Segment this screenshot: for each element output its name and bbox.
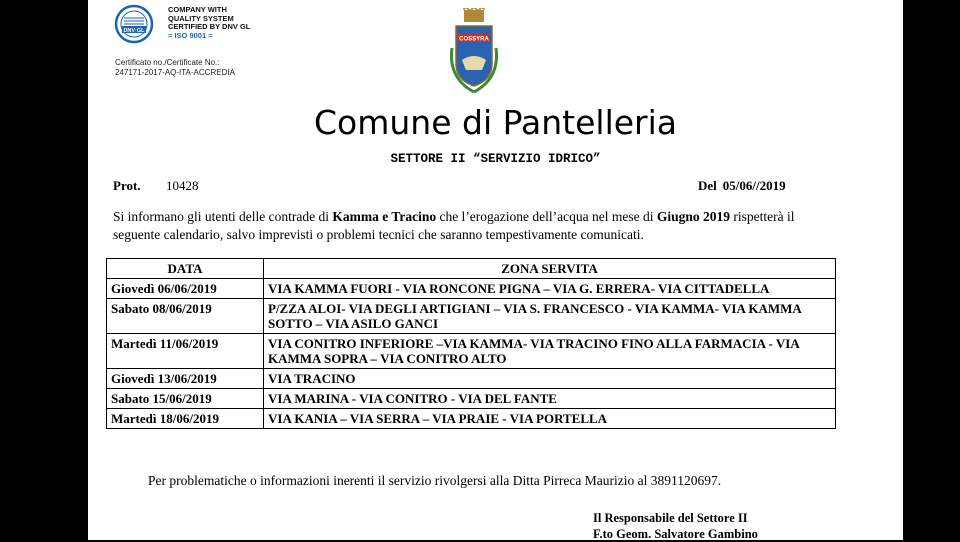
signature-title: Il Responsabile del Settore II — [593, 511, 748, 525]
row-date: Martedì 18/06/2019 — [107, 409, 264, 429]
date-value: 05/06//2019 — [722, 178, 786, 193]
table-row — [107, 409, 836, 429]
document-date — [698, 178, 786, 194]
prot-label: Prot. — [113, 178, 141, 193]
dnv-gl-certification-logo — [114, 4, 162, 44]
cert-no-label: Certificato no./Certificate No.: — [115, 58, 220, 67]
certificate-number — [115, 58, 235, 78]
table-row — [107, 279, 836, 299]
cert-line-2: QUALITY SYSTEM — [168, 13, 234, 23]
certification-text — [168, 6, 250, 40]
signature-name: F.to Geom. Salvatore Gambino — [593, 527, 758, 541]
row-zone: VIA MARINA - VIA CONITRO - VIA DEL FANTE — [264, 389, 836, 409]
row-date: Giovedì 06/06/2019 — [107, 279, 264, 299]
contact-note: Per problematiche o informazioni inerenti il servizio rivolgersi alla Ditta Pirreca Maurizio al 3891120697. — [148, 473, 722, 488]
cert-line-3: CERTIFIED BY DNV GL — [168, 22, 251, 31]
intro-paragraph: Si informano gli utenti delle contrade di Kamma e Tracino che l’erogazione dell’acqua nel mese di Giugno 2019 rispetterà il seguente calendario, salvo imprevisti o problemi tecnici che saranno tempestivamente comunicati. — [113, 209, 795, 242]
date-label: Del — [698, 178, 717, 193]
row-zone: P/ZZA ALOI- VIA DEGLI ARTIGIANI – VIA S. FRANCESCO - VIA KAMMA- VIA KAMMA SOTTO – VIA ASILO GANCI — [264, 299, 836, 334]
row-zone: VIA TRACINO — [264, 369, 836, 389]
row-date: Sabato 15/06/2019 — [107, 389, 264, 409]
table-row — [107, 369, 836, 389]
row-zone: VIA CONITRO INFERIORE –VIA KAMMA- VIA TRACINO FINO ALLA FARMACIA - VIA KAMMA SOPRA – VIA CONITRO ALTO — [264, 334, 836, 369]
table-header-row — [107, 259, 836, 279]
row-date: Giovedì 13/06/2019 — [107, 369, 264, 389]
schedule-table — [106, 258, 836, 429]
header-date: DATA — [107, 259, 264, 279]
table-row — [107, 389, 836, 409]
page-subtitle: SETTORE II “SERVIZIO IDRICO” — [390, 152, 601, 166]
logo-text: DNV·GL — [123, 28, 145, 34]
cert-no-value: 247171-2017-AQ-ITA-ACCREDIA — [115, 68, 235, 77]
header-zone: ZONA SERVITA — [264, 259, 836, 279]
cert-standard: = ISO 9001 = — [168, 30, 213, 40]
page-title: Comune di Pantelleria — [314, 103, 677, 142]
document-page — [88, 0, 903, 540]
prot-value: 10428 — [166, 178, 199, 193]
row-date: Martedì 11/06/2019 — [107, 334, 264, 369]
crest-label: COSSYRA — [459, 36, 489, 43]
row-date: Sabato 08/06/2019 — [107, 299, 264, 334]
table-row — [107, 299, 836, 334]
table-row — [107, 334, 836, 369]
municipal-crest-icon — [444, 8, 504, 94]
cert-line-1: COMPANY WITH — [168, 5, 227, 14]
row-zone: VIA KAMMA FUORI - VIA RONCONE PIGNA – VIA G. ERRERA- VIA CITTADELLA — [264, 279, 836, 299]
signature-block — [593, 510, 758, 542]
row-zone: VIA KANIA – VIA SERRA – VIA PRAIE - VIA PORTELLA — [264, 409, 836, 429]
